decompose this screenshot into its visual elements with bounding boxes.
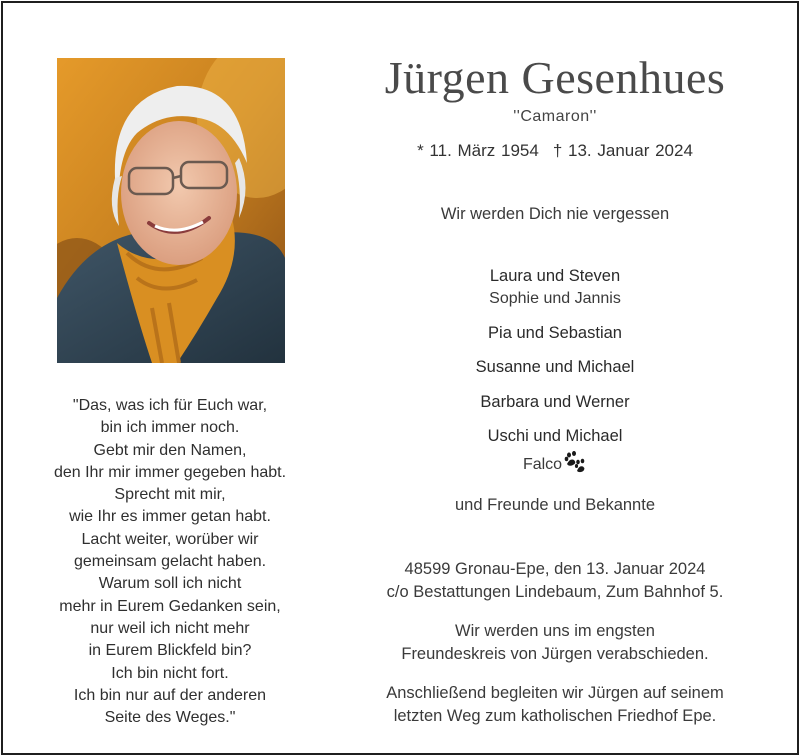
burial-line: Anschließend begleiten wir Jürgen auf seinem	[386, 684, 724, 702]
life-dates	[330, 141, 780, 161]
poem-line: den Ihr mir immer gegeben habt.	[53, 463, 287, 481]
poem-line: in Eurem Blickfeld bin?	[88, 642, 252, 660]
poem-line: Lacht weiter, worüber wir	[81, 530, 259, 548]
poem-line: nur weil ich nicht mehr	[90, 619, 250, 637]
poem-line: Warum soll ich nicht	[98, 575, 242, 593]
burial-block	[330, 682, 780, 727]
tagline: Wir werden Dich nie vergessen	[440, 205, 670, 223]
deceased-name: Jürgen Gesenhues	[384, 52, 726, 103]
poem-line: Seite des Weges."	[104, 709, 236, 727]
mourner-subgroup: Sophie und Jannis	[489, 290, 621, 307]
farewell-block	[330, 620, 780, 665]
pet-line	[330, 456, 780, 479]
poem-line: gemeinsam gelacht haben.	[73, 553, 267, 571]
poem-line: Gebt mir den Namen,	[93, 441, 247, 459]
mourner-group: Pia und Sebastian	[488, 324, 622, 342]
farewell-line: Wir werden uns im engsten	[455, 622, 655, 640]
burial-line: letzten Weg zum katholischen Friedhof Epe.	[393, 706, 717, 725]
poem-line: Ich bin nur auf der anderen	[73, 686, 267, 704]
address-line: 48599 Gronau-Epe, den 13. Januar 2024	[404, 560, 706, 578]
poem-line: Sprecht mit mir,	[114, 486, 226, 504]
portrait-photo	[57, 58, 285, 363]
nickname: ''Camaron''	[513, 108, 597, 125]
death-date: † 13. Januar 2024	[552, 141, 693, 160]
address-block	[330, 558, 780, 603]
poem-line: bin ich immer noch.	[100, 419, 240, 437]
mourner-group: Barbara und Werner	[480, 393, 630, 411]
mourner-group: Laura und Steven	[489, 267, 621, 285]
pet-name: Falco	[522, 456, 563, 473]
address-line: c/o Bestattungen Lindebaum, Zum Bahnhof 5.	[386, 582, 724, 601]
poem-line: Ich bin nicht fort.	[111, 664, 229, 682]
friends-line: und Freunde und Bekannte	[455, 496, 655, 514]
birth-date: * 11. März 1954	[417, 141, 539, 160]
poem-line: mehr in Eurem Gedanken sein,	[59, 597, 281, 615]
poem-line: wie Ihr es immer getan habt.	[69, 508, 271, 526]
mourner-group: Uschi und Michael	[487, 427, 623, 445]
farewell-line: Freundeskreis von Jürgen verabschieden.	[401, 644, 709, 663]
paw-print-icon	[563, 450, 587, 479]
mourner-group: Susanne und Michael	[475, 358, 635, 376]
poem-line: "Das, was ich für Euch war,	[72, 397, 268, 414]
poem	[20, 395, 320, 729]
